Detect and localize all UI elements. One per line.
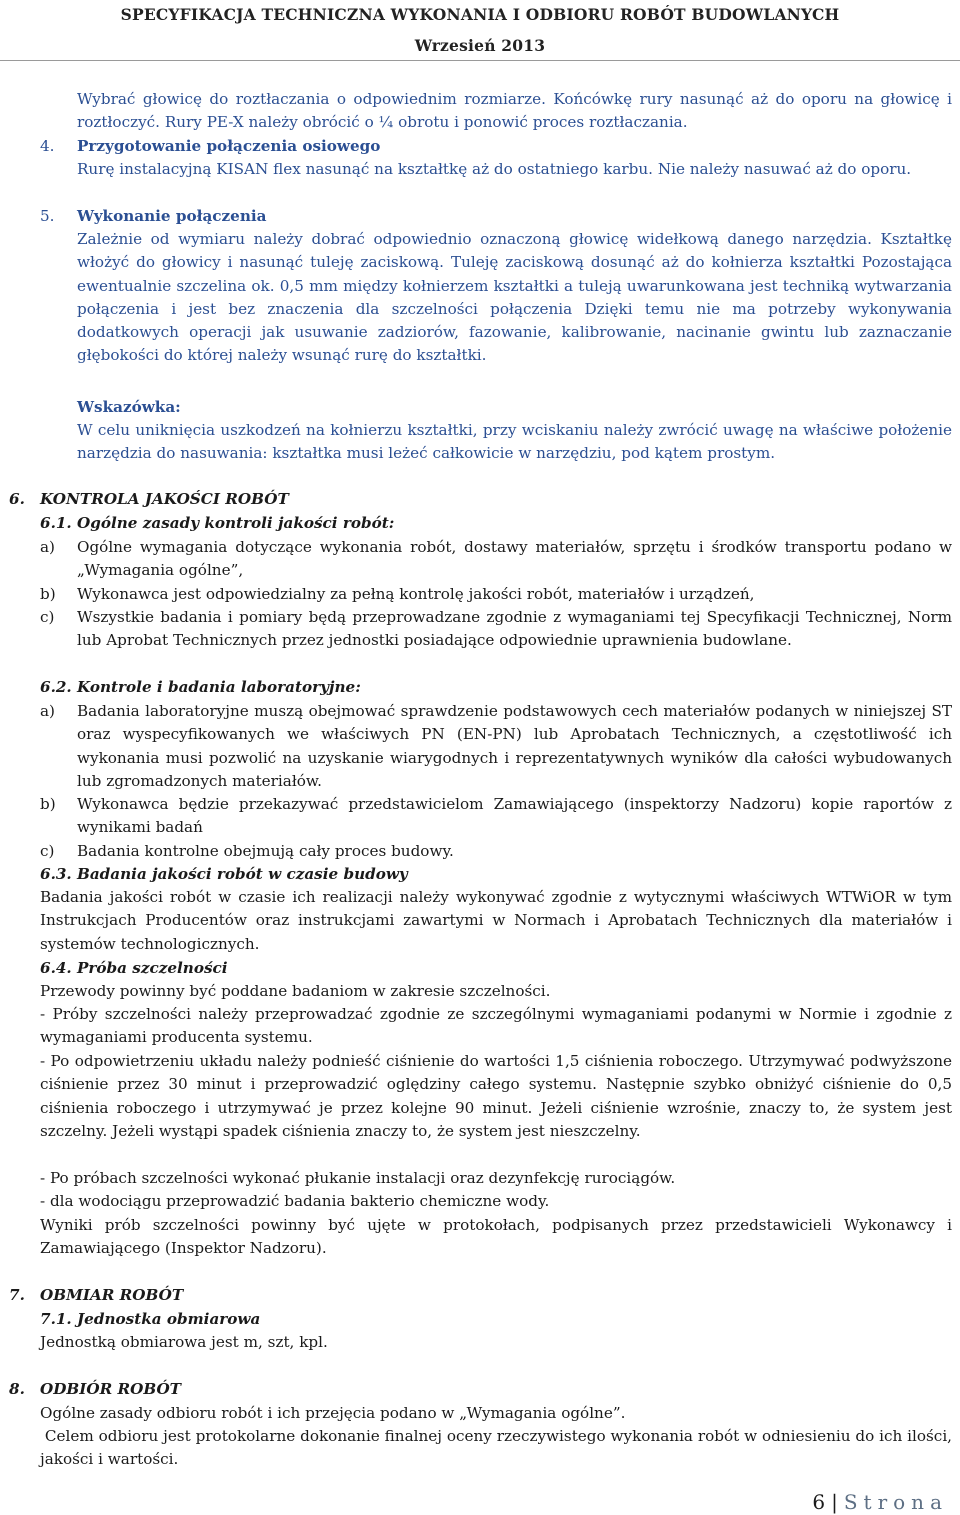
step5-title: Wykonanie połączenia [77, 207, 267, 225]
intro-paragraph: Wybrać głowicę do roztłaczania o odpowiednim rozmiarze. Końcówkę rury nasunąć aż do oporu na głowicę i roztłoczyć. Rury PE-X należy obrócić o ¼ obrotu i ponowić proces roztłaczania. [77, 90, 952, 132]
section63-text: Badania jakości robót w czasie ich realizacji należy wykonywać zgodnie z wytycznymi właściwych WTWiOR w tym Instrukcjach Producentów oraz instrukcjami zawartymi w Normach i Aprobatach Technicznych dla materiałów i systemów technologicznych. [40, 888, 952, 953]
page-word: Strona [843, 1490, 948, 1514]
section7-title: OBMIAR ROBÓT [40, 1286, 184, 1304]
step5-text-c: 0,5 mm między kołnierzem kształtki a tuleją [279, 276, 622, 295]
step5-number: 5. [40, 207, 55, 225]
list-item: Ogólne wymagania dotyczące wykonania robót, dostawy materiałów, sprzętu i środków transportu podano w „Wymagania ogólne”, [77, 538, 952, 580]
list-item: Badania laboratoryjne muszą obejmować sprawdzenie podstawowych cech materiałów podanych w niniejszej ST oraz wyspecyfikowanych we właściwych PN (EN-PN) lub Aprobatach Technicznych, a częstotliwość ich wykonania musi pozwolić na uzyskanie wiarygodnych i reprezentatywnych wyników dla całości wybudowanych lub zgromadzonych materiałów. [77, 702, 952, 790]
list-item: Wszystkie badania i pomiary będą przeprowadzane zgodnie z wymaganiami tej Specyfikacji Technicznej, Norm lub Aprobat Technicznych przez jednostki posiadające odpowiednie uprawnienia budowlane. [77, 608, 952, 650]
section64-paragraph: - Po próbach szczelności wykonać płukanie instalacji oraz dezynfekcję rurociągów. [40, 1169, 676, 1187]
list-marker: c) [40, 842, 55, 860]
step5-text-d: uwarunkowana jest techniką wytwarzania połączenia i jest bez znaczenia dla szczelności połączenia Dzięki temu nie ma potrzeby wykonywania dodatkowych operacji jak usuwanie zadziorów, fazowanie, kalibrowanie, nacinanie gwintu lub zaznaczanie głębokości do której należy wsunąć rurę do kształtki. [77, 276, 952, 365]
list-marker: c) [40, 608, 55, 626]
section64-heading: 6.4. Próba szczelności [40, 959, 228, 977]
step4-text: Rurę instalacyjną KISAN flex nasunąć na kształtkę aż do ostatniego karbu. Nie należy nasuwać aż do oporu. [77, 160, 912, 178]
header-date: Wrzesień 2013 [414, 36, 546, 55]
list-item: Wykonawca jest odpowiedzialny za pełną kontrolę jakości robót, materiałów i urządzeń, [77, 585, 755, 603]
section6-number: 6. [9, 490, 25, 508]
hint-label: Wskazówka: [77, 398, 181, 416]
section61-heading: 6.1. Ogólne zasady kontroli jakości robót: [40, 514, 395, 532]
list-marker: b) [40, 795, 56, 813]
section62-heading: 6.2. Kontrole i badania laboratoryjne: [40, 678, 361, 696]
section64-paragraph: - dla wodociągu przeprowadzić badania bakterio chemiczne wody. [40, 1192, 550, 1210]
step4-number: 4. [40, 137, 55, 155]
page-footer [812, 1489, 948, 1515]
section8-paragraph: Ogólne zasady odbioru robót i ich przejęcia podano w „Wymagania ogólne”. [40, 1404, 626, 1422]
step5-text-a: Zależnie od wymiaru należy dobrać odpowiednio oznaczoną głowicę widełkową danego narzędzia. Kształtkę włożyć do głowicy i nasunąć tuleję zaciskową. [77, 230, 952, 272]
section64-paragraph: - Próby szczelności należy przeprowadzać zgodnie ze szczególnymi wymaganiami podanymi w Normie i zgodnie z wymaganiami producenta systemu. [40, 1005, 952, 1047]
section8-number: 8. [9, 1380, 25, 1398]
section71-text: Jednostką obmiarowa jest m, szt, kpl. [40, 1333, 328, 1351]
list-marker: a) [40, 702, 55, 720]
section8-paragraph: Celem odbioru jest protokolarne dokonanie finalnej oceny rzeczywistego wykonania robót w odniesieniu do ich ilości, jakości i wartości. [40, 1427, 957, 1469]
step5-text-b: Tuleję zaciskową dosunąć aż do kołnierza kształtki Pozostająca ewentualnie szczelina ok. [77, 253, 953, 295]
hint-text: W celu uniknięcia uszkodzeń na kołnierzu kształtki, przy wciskaniu należy zwrócić uwagę na właściwe położenie narzędzia do nasuwania: kształtka musi leżeć całkowicie w narzędziu, pod kątem prostym. [77, 421, 952, 463]
header-rule [0, 60, 960, 61]
list-marker: a) [40, 538, 55, 556]
section63-heading: 6.3. Badania jakości robót w czasie budowy [40, 865, 408, 883]
list-item: Badania kontrolne obejmują cały proces budowy. [77, 842, 454, 860]
footer-separator: | [831, 1490, 838, 1514]
section71-heading: 7.1. Jednostka obmiarowa [40, 1310, 261, 1328]
header-title: SPECYFIKACJA TECHNICZNA WYKONANIA I ODBIORU ROBÓT BUDOWLANYCH [120, 5, 840, 24]
section64-paragraph: Wyniki prób szczelności powinny być ujęte w protokołach, podpisanych przez przedstawicieli Wykonawcy i Zamawiającego (Inspektor Nadzoru). [40, 1216, 952, 1258]
section64-paragraph: Przewody powinny być poddane badaniom w zakresie szczelności. [40, 982, 551, 1000]
section7-number: 7. [9, 1286, 25, 1304]
list-marker: b) [40, 585, 56, 603]
list-item: Wykonawca będzie przekazywać przedstawicielom Zamawiającego (inspektorzy Nadzoru) kopie raportów z wynikami badań [77, 795, 952, 837]
page-number: 6 [812, 1490, 826, 1514]
section64-paragraph: - Po odpowietrzeniu układu należy podnieść ciśnienie do wartości 1,5 ciśnienia roboczego. Utrzymywać podwyższone ciśnienie przez 30 minut i przeprowadzić oględziny całego systemu. Następnie szybko obniżyć ciśnienie do 0,5 ciśnienia roboczego i utrzymywać je przez kolejne 90 minut. Jeżeli ciśnienie wzrośnie, znaczy to, że system jest szczelny. Jeżeli wystąpi spadek ciśnienia znaczy to, że system jest nieszczelny. [40, 1052, 952, 1140]
section8-title: ODBIÓR ROBÓT [40, 1380, 181, 1398]
step5-text [77, 228, 952, 368]
step4-title: Przygotowanie połączenia osiowego [77, 137, 381, 155]
section6-title: KONTROLA JAKOŚCI ROBÓT [40, 490, 289, 508]
